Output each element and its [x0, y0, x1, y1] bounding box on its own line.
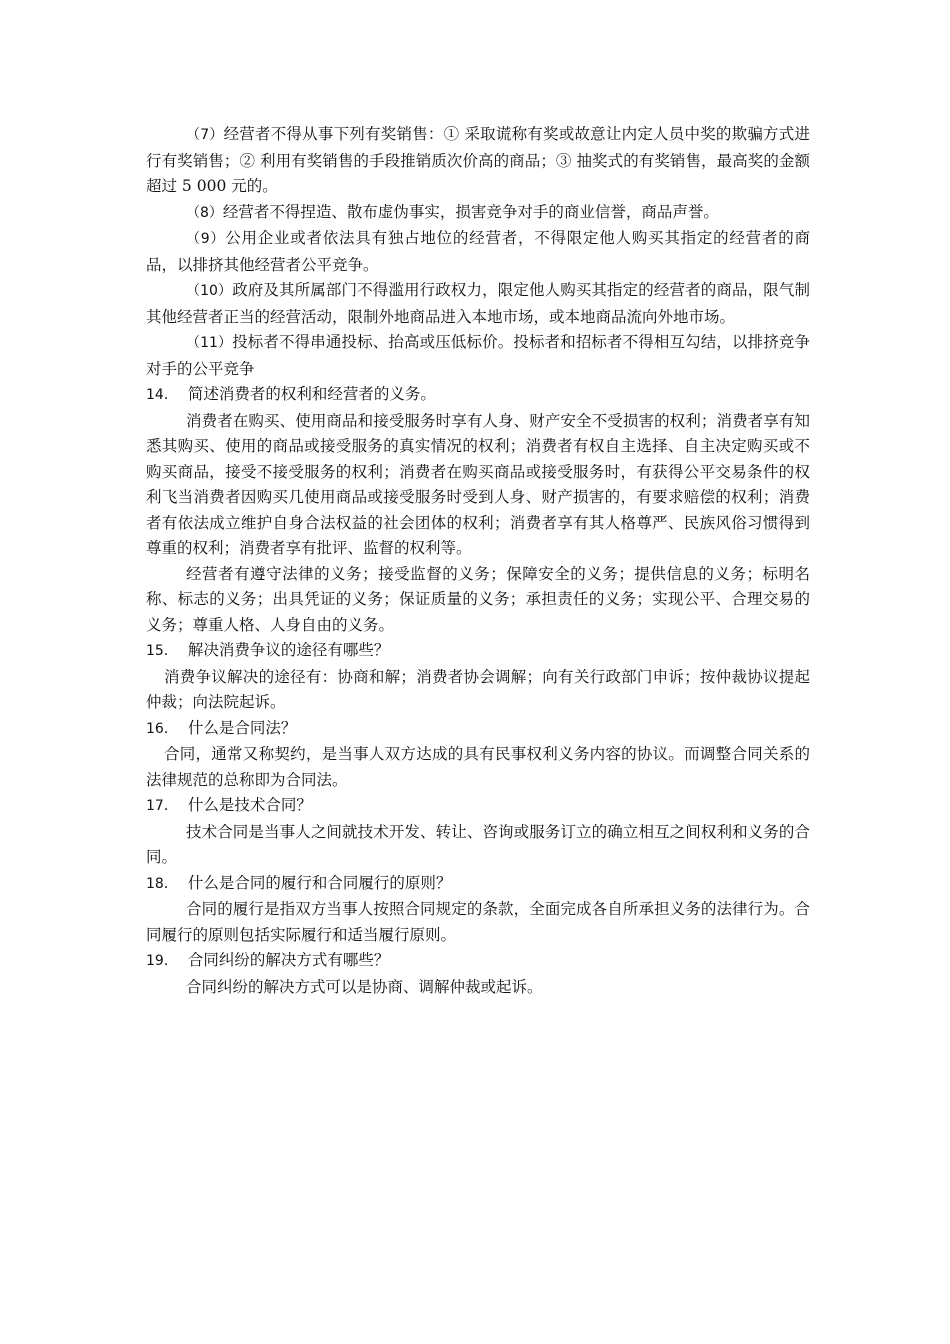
item-text: 政府及其所属部门不得滥用行政权力，限定他人购买其指定的经营者的商品，限气制其他经营者正当的经营活动，限制外地商品进入本地市场，或本地商品流向外地市场。 [146, 281, 810, 326]
item-text: 投标者不得串通投标、抬高或压低标价。投标者和招标者不得相互勾结，以排挤竞争对手的公平竞争 [146, 333, 810, 378]
question-16-heading [146, 716, 810, 743]
item-10 [146, 278, 810, 330]
question-title: 合同纠纷的解决方式有哪些？ [187, 951, 390, 969]
question-18-heading [146, 871, 810, 898]
item-9 [146, 226, 810, 278]
question-title: 什么是合同法？ [187, 718, 297, 737]
question-19-answer: 合同纠纷的解决方式可以是协商、调解仲裁或起诉。 [186, 977, 543, 996]
question-17-heading [146, 793, 810, 820]
question-number: 16． [146, 720, 178, 737]
question-17-answer: 技术合同是当事人之间就技术开发、转让、咨询或服务订立的确立相互之间权利和义务的合同。 [146, 822, 810, 866]
item-number: （11） [186, 335, 233, 351]
item-8 [146, 200, 810, 227]
question-title: 什么是合同的履行和合同履行的原则？ [187, 873, 452, 892]
item-text: 经营者不得捏造、散布虚伪事实，损害竞争对手的商业信誉，商品声誉。 [222, 202, 719, 221]
item-text: 经营者不得从事下列有奖销售：① 采取谎称有奖或故意让内定人员中奖的欺骗方式进行有奖销售；② 利用有奖销售的手段推销质次价高的商品；③ 抽奖式的有奖销售，最高奖的金额超过 5 000 元的。 [146, 125, 810, 195]
question-number: 14． [146, 387, 178, 403]
item-7 [146, 122, 810, 200]
question-14-answer-consumer: 消费者在购买、使用商品和接受服务时享有人身、财产安全不受损害的权利；消费者享有知悉其购买、使用的商品或接受服务的真实情况的权利；消费者有权自主选择、自主决定购买或不购买商品，接受不接受服务的权利；消费者在购买商品或接受服务时，有获得公平交易条件的权利飞当消费者因购买几使用商品或接受服务时受到人身、财产损害的，有要求赔偿的权利；消费者有依法成立维护自身合法权益的社会团体的权利；消费者享有其人格尊严、民族风俗习惯得到尊重的权利；消费者享有批评、监督的权利等。 [146, 411, 810, 557]
item-number: （8） [186, 204, 223, 221]
item-text: 公用企业或者依法具有独占地位的经营者，不得限定他人购买其指定的经营者的商品，以排挤其他经营者公平竞争。 [146, 229, 810, 274]
question-number: 17． [146, 798, 178, 814]
item-number: （10） [186, 283, 233, 299]
item-number: （9） [186, 231, 226, 247]
question-15-answer: 消费争议解决的途径有：协商和解；消费者协会调解；向有关行政部门申诉；按仲裁协议提起仲裁；向法院起诉。 [146, 667, 810, 711]
question-number: 19． [146, 953, 178, 969]
question-14-answer-operator: 经营者有遵守法律的义务；接受监督的义务；保障安全的义务；提供信息的义务；标明名称、标志的义务；出具凭证的义务；保证质量的义务；承担责任的义务；实现公平、合理交易的义务；尊重人格、人身自由的义务。 [146, 564, 810, 634]
question-19-heading [146, 948, 810, 975]
item-number: （7） [186, 127, 224, 143]
question-number: 15． [146, 643, 178, 659]
question-number: 18． [146, 875, 178, 892]
question-title: 简述消费者的权利和经营者的义务。 [187, 385, 436, 403]
question-title: 什么是技术合同？ [187, 796, 312, 814]
question-14-heading [146, 382, 810, 409]
document-page [146, 122, 810, 1000]
question-18-answer: 合同的履行是指双方当事人按照合同规定的条款，全面完成各自所承担义务的法律行为。合同履行的原则包括实际履行和适当履行原则。 [146, 900, 810, 944]
question-15-heading [146, 638, 810, 665]
question-title: 解决消费争议的途径有哪些？ [187, 641, 390, 659]
item-11 [146, 330, 810, 382]
question-16-answer: 合同，通常又称契约，是当事人双方达成的具有民事权利义务内容的协议。而调整合同关系的法律规范的总称即为合同法。 [146, 745, 810, 789]
